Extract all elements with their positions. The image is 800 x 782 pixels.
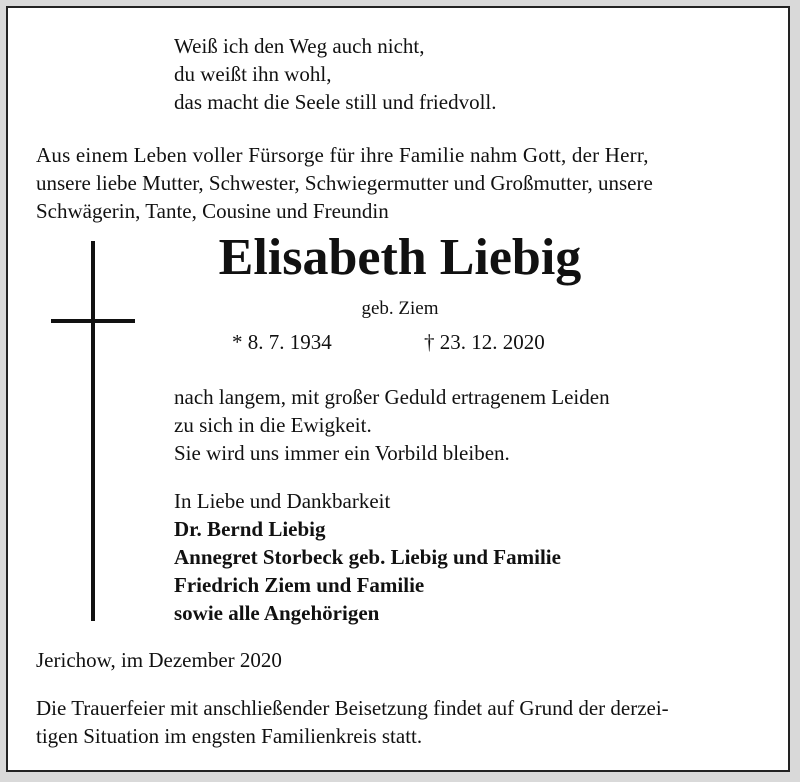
intro-line: Aus einem Leben voller Fürsorge für ihre Familie nahm Gott, der Herr, <box>36 143 649 167</box>
mourner-name: Dr. Bernd Liebig <box>174 517 326 541</box>
verse-line: Weiß ich den Weg auch nicht, <box>174 34 425 58</box>
intro-line: unsere liebe Mutter, Schwester, Schwiegermutter und Großmutter, unsere <box>36 171 653 195</box>
place-date: Jerichow, im Dezember 2020 <box>36 648 282 672</box>
mourner-name: sowie alle Angehörigen <box>174 601 380 625</box>
maiden-name: geb. Ziem <box>361 298 439 319</box>
message-line: nach langem, mit großer Geduld ertragenem Leiden <box>174 385 610 409</box>
birth-date: * 8. 7. 1934 <box>232 330 332 354</box>
verse-line: das macht die Seele still und friedvoll. <box>174 90 497 114</box>
mourner-name: Friedrich Ziem und Familie <box>174 573 425 597</box>
verse-line: du weißt ihn wohl, <box>174 62 332 86</box>
message-line: zu sich in die Ewigkeit. <box>174 413 372 437</box>
message-line: Sie wird uns immer ein Vorbild bleiben. <box>174 441 510 465</box>
funeral-note-line: tigen Situation im engsten Familienkreis statt. <box>36 724 423 748</box>
closing-text: In Liebe und Dankbarkeit <box>174 489 391 513</box>
mourner-name: Annegret Storbeck geb. Liebig und Familie <box>174 545 561 569</box>
deceased-name: Elisabeth Liebig <box>218 229 582 286</box>
funeral-note-line: Die Trauerfeier mit anschließender Beisetzung findet auf Grund der derzei- <box>36 696 669 720</box>
death-date: † 23. 12. 2020 <box>424 330 545 354</box>
intro-line: Schwägerin, Tante, Cousine und Freundin <box>36 199 389 223</box>
